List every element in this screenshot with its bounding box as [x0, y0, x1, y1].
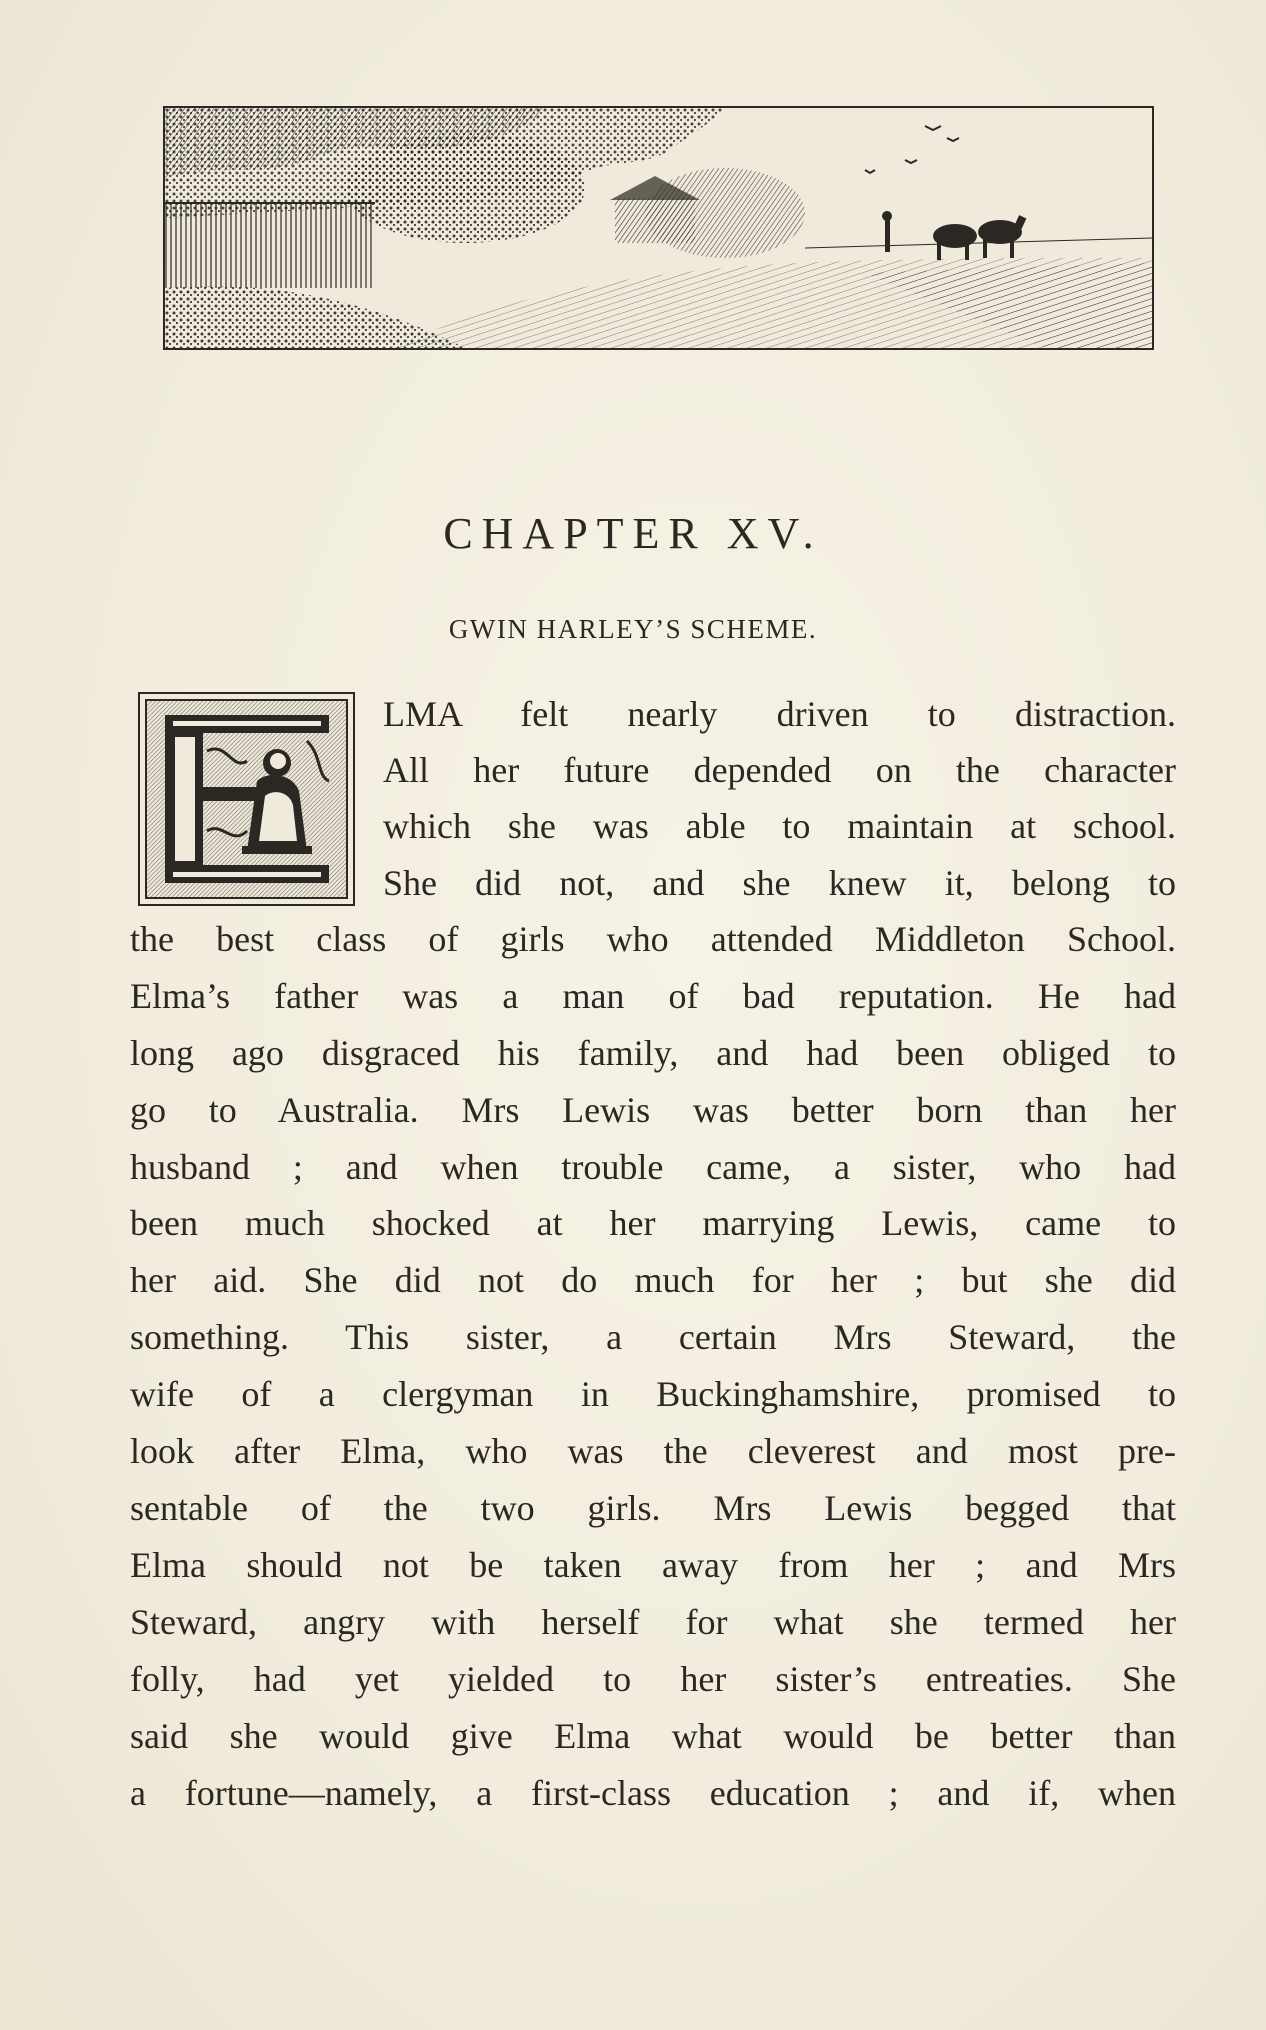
text-line: husband ; and when trouble came, a sister, who had [130, 1147, 1176, 1187]
text-line: long ago disgraced his family, and had been obliged to [130, 1033, 1176, 1073]
text-line: which she was able to maintain at school. [383, 806, 1176, 846]
text-line: her aid. She did not do much for her ; but she did [130, 1260, 1176, 1300]
text-line: She did not, and she knew it, belong to [383, 863, 1176, 903]
text-line: a fortune—namely, a first-class education ; and if, when [130, 1773, 1176, 1813]
text-line: go to Australia. Mrs Lewis was better born than her [130, 1090, 1176, 1130]
ornamental-letter-icon [147, 701, 346, 897]
drop-cap-frame [145, 699, 348, 899]
chapter-title: CHAPTER XV. [443, 509, 823, 558]
headpiece-illustration [163, 106, 1154, 350]
text-line: folly, had yet yielded to her sister’s entreaties. She [130, 1659, 1176, 1699]
text-line: been much shocked at her marrying Lewis, came to [130, 1203, 1176, 1243]
text-line: the best class of girls who attended Middleton School. [130, 919, 1176, 959]
chapter-subtitle: GWIN HARLEY’S SCHEME. [448, 614, 818, 644]
text-line: wife of a clergyman in Buckinghamshire, promised to [130, 1374, 1176, 1414]
text-line: look after Elma, who was the cleverest and most pre- [130, 1431, 1176, 1471]
text-line: All her future depended on the character [383, 750, 1176, 790]
text-line: Steward, angry with herself for what she termed her [130, 1602, 1176, 1642]
text-line: something. This sister, a certain Mrs Steward, the [130, 1317, 1176, 1357]
text-line: sentable of the two girls. Mrs Lewis begged that [130, 1488, 1176, 1528]
drop-cap [138, 692, 355, 906]
text-line: said she would give Elma what would be better than [130, 1716, 1176, 1756]
text-line: Elma should not be taken away from her ; and Mrs [130, 1545, 1176, 1585]
text-line: LMA felt nearly driven to distraction. [383, 694, 1176, 734]
text-line: Elma’s father was a man of bad reputation. He had [130, 976, 1176, 1016]
landscape-engraving-icon [165, 108, 1152, 348]
